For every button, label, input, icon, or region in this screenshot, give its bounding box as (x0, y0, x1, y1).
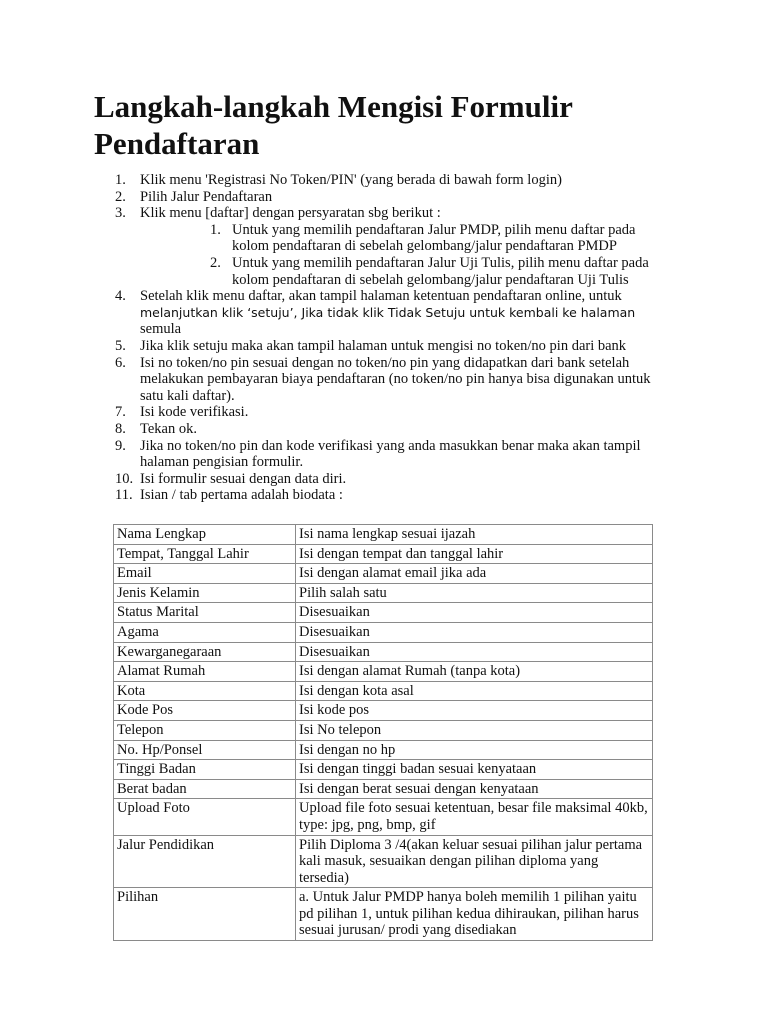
table-row (114, 642, 653, 662)
list-item: 1. Klik menu 'Registrasi No Token/PIN' (yang berada di bawah form login) (115, 172, 562, 188)
table-row (114, 888, 653, 941)
field-description-cell: Isi dengan no hp (296, 740, 653, 760)
substeps-list (140, 222, 675, 288)
field-name-cell: Status Marital (114, 603, 296, 623)
field-description-cell: Disesuaikan (296, 642, 653, 662)
list-item: 4. Setelah klik menu daftar, akan tampil halaman ketentuan pendaftaran online, untuk melanjutkan klik ‘setuju’, Jika tidak klik Tidak Setuju untuk kembali ke halaman semula (115, 288, 636, 338)
field-description-cell: Isi dengan alamat email jika ada (296, 564, 653, 584)
table-row (114, 799, 653, 835)
field-description-cell: Pilih Diploma 3 /4(akan keluar sesuai pilihan jalur pertama kali masuk, sesuaikan dengan pilihan diploma yang tersedia) (296, 835, 653, 888)
table-row (114, 760, 653, 780)
list-item: 6. Isi no token/no pin sesuai dengan no token/no pin yang didapatkan dari bank setelah melakukan pembayaran biaya pendaftaran (no token/no pin hanya bisa digunakan untuk satu kali daftar). (115, 354, 651, 404)
biodata-table (113, 524, 653, 941)
table-row (114, 603, 653, 623)
list-item: 11. Isian / tab pertama adalah biodata : (115, 487, 343, 504)
field-description-cell: Isi dengan tinggi badan sesuai kenyataan (296, 760, 653, 780)
field-description-cell: Isi No telepon (296, 720, 653, 740)
field-name-cell: Tinggi Badan (114, 760, 296, 780)
list-item: 5. Jika klik setuju maka akan tampil halaman untuk mengisi no token/no pin dari bank (115, 337, 627, 354)
table-row (114, 740, 653, 760)
field-description-cell: Pilih salah satu (296, 583, 653, 603)
field-name-cell: Jalur Pendidikan (114, 835, 296, 888)
list-item: 10. Isi formulir sesuai dengan data diri. (115, 470, 347, 487)
field-name-cell: Pilihan (114, 888, 296, 941)
list-item: 3. Klik menu [daftar] dengan persyaratan sbg berikut : 1. Untuk yang memilih pendaftaran Jalur PMDP, pilih menu daftar pada kolom pendaftaran di sebelah gelombang/jalur pendaftaran PMDP 2. Untuk yang memilih pendaftaran Jalur Uji Tulis, pilih menu daftar pada kolom pendaftaran di sebelah gelombang/jalur pendaftaran Uji Tulis (115, 205, 675, 288)
list-item: 9. Jika no token/no pin dan kode verifikasi yang anda masukkan benar maka akan tampil halaman pengisian formulir. (115, 437, 641, 471)
biodata-table-body (114, 525, 653, 941)
field-description-cell: Disesuaikan (296, 622, 653, 642)
field-name-cell: Tempat, Tanggal Lahir (114, 544, 296, 564)
field-name-cell: No. Hp/Ponsel (114, 740, 296, 760)
table-row (114, 525, 653, 545)
list-item: 7. Isi kode verifikasi. (115, 404, 249, 421)
table-row (114, 835, 653, 888)
field-description-cell: Isi nama lengkap sesuai ijazah (296, 525, 653, 545)
page-title: Langkah-langkah Mengisi Formulir Pendaftaran (94, 89, 573, 161)
table-row (114, 720, 653, 740)
field-name-cell: Email (114, 564, 296, 584)
field-description-cell: Upload file foto sesuai ketentuan, besar file maksimal 40kb, type: jpg, png, bmp, gif (296, 799, 653, 835)
field-description-cell: Isi kode pos (296, 701, 653, 721)
sublist-item: 1. Untuk yang memilih pendaftaran Jalur PMDP, pilih menu daftar pada kolom pendaftaran di sebelah gelombang/jalur pendaftaran PMDP (210, 221, 636, 255)
field-name-cell: Nama Lengkap (114, 525, 296, 545)
list-item: 8. Tekan ok. (115, 420, 197, 437)
field-name-cell: Jenis Kelamin (114, 583, 296, 603)
field-description-cell: Isi dengan kota asal (296, 681, 653, 701)
field-description-cell: Isi dengan alamat Rumah (tanpa kota) (296, 662, 653, 682)
field-name-cell: Kode Pos (114, 701, 296, 721)
field-name-cell: Telepon (114, 720, 296, 740)
field-name-cell: Kewarganegaraan (114, 642, 296, 662)
table-row (114, 662, 653, 682)
field-description-cell: Isi dengan berat sesuai dengan kenyataan (296, 779, 653, 799)
table-row (114, 701, 653, 721)
field-description-cell: Isi dengan tempat dan tanggal lahir (296, 544, 653, 564)
field-name-cell: Agama (114, 622, 296, 642)
field-description-cell: Disesuaikan (296, 603, 653, 623)
table-row (114, 564, 653, 584)
field-description-cell: a. Untuk Jalur PMDP hanya boleh memilih 1 pilihan yaitu pd pilihan 1, untuk pilihan kedua dihiraukan, pilihan harus sesuai jurusan/ prodi yang disediakan (296, 888, 653, 941)
table-row (114, 779, 653, 799)
field-name-cell: Upload Foto (114, 799, 296, 835)
table-row (114, 583, 653, 603)
field-name-cell: Kota (114, 681, 296, 701)
list-item: 2. Pilih Jalur Pendaftaran (115, 188, 273, 205)
table-row (114, 544, 653, 564)
steps-list (115, 172, 675, 504)
sublist-item: 2. Untuk yang memilih pendaftaran Jalur Uji Tulis, pilih menu daftar pada kolom pendaftaran di sebelah gelombang/jalur pendaftaran Uji Tulis (210, 254, 649, 288)
field-name-cell: Alamat Rumah (114, 662, 296, 682)
table-row (114, 681, 653, 701)
field-name-cell: Berat badan (114, 779, 296, 799)
table-row (114, 622, 653, 642)
